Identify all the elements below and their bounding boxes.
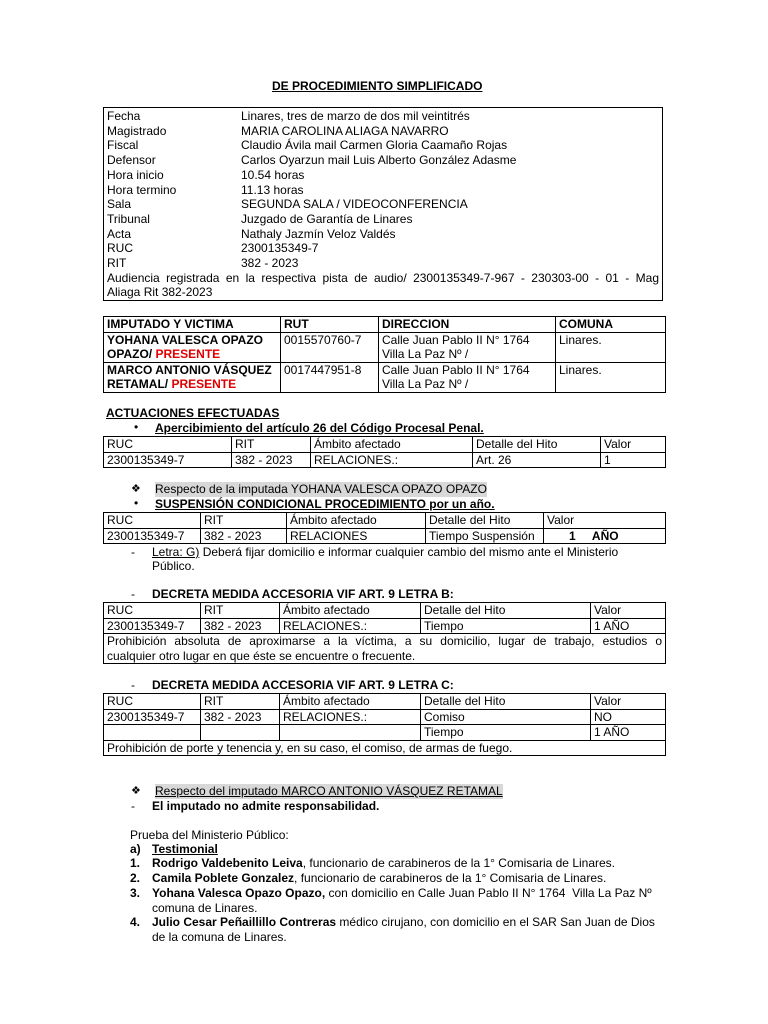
table-row [104, 709, 666, 725]
hito-table-4 [103, 693, 666, 756]
header-ruc: RUC [104, 513, 201, 529]
dash-bullet: - [131, 587, 135, 601]
cell-detalle: Tiempo Suspensión [426, 528, 544, 544]
header-rit: RIT [201, 694, 280, 710]
header-ruc: RUC [104, 437, 232, 453]
cell-valor: 1 AÑO [544, 528, 666, 544]
info-label: RIT [107, 256, 127, 270]
info-value: 382 - 2023 [241, 256, 299, 270]
header-rit: RIT [201, 513, 287, 529]
party-name: MARCO ANTONIO VÁSQUEZ RETAMAL/ PRESENTE [104, 362, 281, 392]
hito-table-3 [103, 602, 666, 664]
header-rut: RUT [281, 317, 379, 333]
list-item: Yohana Valesca Opazo Opazo, con domicilio en Calle Juan Pablo II N° 1764 Villa La Paz Nº [152, 886, 652, 900]
info-label: Magistrado [107, 123, 167, 138]
info-value: Carlos Oyarzun mail Luis Alberto González Adasme [241, 153, 517, 168]
table-row [104, 725, 666, 741]
list-item: Julio Cesar Peñaillillo Contreras médico cirujano, con domicilio en el SAR San Juan de Dios [152, 915, 655, 929]
hito-table-1 [103, 436, 666, 468]
medida-c-heading: DECRETA MEDIDA ACCESORIA VIF ART. 9 LETRA C: [152, 678, 454, 692]
party-comuna: Linares. [556, 332, 666, 362]
info-label: Defensor [107, 153, 156, 168]
cell-detalle: Comiso [421, 709, 591, 725]
header-comuna: COMUNA [556, 317, 666, 333]
header-rit: RIT [232, 437, 311, 453]
list-item-continuation: comuna de Linares. [152, 900, 258, 915]
list-item-continuation: de la comuna de Linares. [152, 929, 287, 944]
cell-ambito: RELACIONES.: [280, 618, 421, 634]
info-label: Acta [107, 226, 132, 241]
info-value: SEGUNDA SALA / VIDEOCONFERENCIA [241, 197, 468, 212]
header-ambito: Ámbito afectado [287, 513, 426, 529]
info-label: Fecha [107, 109, 141, 123]
info-label: Hora inicio [107, 167, 164, 182]
info-value: 2300135349-7 [241, 241, 319, 256]
bullet-icon: • [134, 496, 139, 510]
cell-ruc [104, 725, 201, 741]
table-row [104, 634, 666, 664]
table-row [104, 332, 666, 362]
cell-valor: 1 AÑO [591, 725, 666, 741]
parties-table [103, 316, 666, 393]
audio-record-line: Audiencia registrada en la respectiva pista de audio/ 2300135349-7-967 - 230303-00 - 01 - Mag [107, 270, 659, 285]
witness-number: 3. [130, 886, 141, 900]
table-header-row [104, 603, 666, 619]
info-value: Juzgado de Garantía de Linares [241, 211, 413, 226]
prueba-heading: Prueba del Ministerio Público: [130, 828, 289, 842]
cell-rit [201, 725, 280, 741]
header-detalle: Detalle del Hito [421, 603, 591, 619]
header-imputado: IMPUTADO Y VICTIMA [104, 317, 281, 333]
cell-ambito: RELACIONES [287, 528, 426, 544]
status-present: PRESENTE [171, 377, 237, 391]
bullet-icon: • [134, 420, 139, 434]
header-valor: Valor [544, 513, 666, 529]
cell-detalle: Tiempo [421, 725, 591, 741]
cell-rit: 382 - 2023 [201, 709, 280, 725]
page-title: DE PROCEDIMIENTO SIMPLIFICADO [272, 79, 483, 93]
cell-detalle: Art. 26 [473, 452, 601, 468]
testimonial-heading: Testimonial [152, 842, 218, 856]
bullet-apercibimiento: Apercibimiento del artículo 26 del Código Procesal Penal. [155, 421, 484, 435]
party-rut: 0017447951-8 [281, 362, 379, 392]
cell-rit: 382 - 2023 [201, 528, 287, 544]
party-address: Calle Juan Pablo II N° 1764 Villa La Paz Nº / [379, 332, 556, 362]
cell-ruc: 2300135349-7 [104, 709, 201, 725]
header-rit: RIT [201, 603, 280, 619]
no-admite-text: El imputado no admite responsabilidad. [152, 799, 380, 813]
info-value: Linares, tres de marzo de dos mil veintitrés [241, 109, 470, 123]
list-item: Camila Poblete Gonzalez, funcionario de carabineros de la 1° Comisaria de Linares. [152, 871, 607, 885]
info-label: Fiscal [107, 138, 139, 153]
letra-g-line2: Público. [152, 559, 195, 573]
table-row [104, 452, 666, 468]
party-name: YOHANA VALESCA OPAZO OPAZO/ PRESENTE [104, 332, 281, 362]
cell-ambito: RELACIONES.: [311, 452, 473, 468]
audio-record-line2: Aliaga Rit 382-2023 [107, 285, 213, 300]
info-value: Claudio Ávila mail Carmen Gloria Caamaño Rojas [241, 138, 508, 153]
table-header-row [104, 694, 666, 710]
cell-rit: 382 - 2023 [201, 618, 280, 634]
testimonial-label: a) [130, 842, 141, 856]
diamond-bullet-icon: ❖ [131, 483, 141, 495]
witness-number: 4. [130, 915, 141, 929]
info-value: Nathaly Jazmín Veloz Valdés [241, 226, 396, 241]
list-item: Rodrigo Valdebenito Leiva, funcionario de carabineros de la 1° Comisaria de Linares. [152, 856, 616, 870]
party-rut: 0015570760-7 [281, 332, 379, 362]
party-comuna: Linares. [556, 362, 666, 392]
table-header-row [104, 317, 666, 333]
respecto-imputada-1: Respecto de la imputada YOHANA VALESCA OPAZO OPAZO [155, 482, 487, 496]
diamond-bullet-icon: ❖ [131, 785, 141, 797]
medida-b-heading: DECRETA MEDIDA ACCESORIA VIF ART. 9 LETRA B: [152, 587, 454, 601]
cell-detalle: Tiempo [421, 618, 591, 634]
header-valor: Valor [591, 603, 666, 619]
party-address: Calle Juan Pablo II N° 1764 Villa La Paz Nº / [379, 362, 556, 392]
info-value: MARIA CAROLINA ALIAGA NAVARRO [241, 123, 449, 138]
cell-ruc: 2300135349-7 [104, 618, 201, 634]
header-ruc: RUC [104, 603, 201, 619]
cell-ruc: 2300135349-7 [104, 452, 232, 468]
table-row [104, 362, 666, 392]
witness-number: 2. [130, 871, 141, 885]
cell-rit: 382 - 2023 [232, 452, 311, 468]
table-row [104, 528, 666, 544]
info-label: Hora termino [107, 182, 177, 197]
dash-bullet: - [131, 799, 135, 813]
header-detalle: Detalle del Hito [421, 694, 591, 710]
info-label: Tribunal [107, 211, 150, 226]
prohibition-note: Prohibición de porte y tenencia y, en su caso, el comiso, de armas de fuego. [104, 740, 666, 756]
header-ambito: Ámbito afectado [280, 603, 421, 619]
cell-valor: NO [591, 709, 666, 725]
info-label: Sala [107, 197, 132, 212]
prohibition-note: Prohibición absoluta de aproximarse a la víctima, a su domicilio, lugar de trabajo, estudios o cualquier otro lugar en que éste se encuentre o frecuente. [104, 634, 666, 664]
header-detalle: Detalle del Hito [426, 513, 544, 529]
table-row [104, 740, 666, 756]
cell-valor: 1 [601, 452, 666, 468]
header-ambito: Ámbito afectado [311, 437, 473, 453]
header-ruc: RUC [104, 694, 201, 710]
bullet-suspension: SUSPENSIÓN CONDICIONAL PROCEDIMIENTO por un año. [155, 497, 495, 511]
header-detalle: Detalle del Hito [473, 437, 601, 453]
cell-valor: 1 AÑO [591, 618, 666, 634]
cell-ambito [280, 725, 421, 741]
table-row [104, 618, 666, 634]
dash-bullet: - [131, 545, 135, 559]
header-ambito: Ámbito afectado [280, 694, 421, 710]
info-label: RUC [107, 241, 133, 256]
dash-bullet: - [131, 678, 135, 692]
info-value: 11.13 horas [241, 182, 304, 197]
hearing-info-box [103, 107, 663, 301]
witness-number: 1. [130, 856, 141, 870]
cell-ruc: 2300135349-7 [104, 528, 201, 544]
cell-ambito: RELACIONES.: [280, 709, 421, 725]
info-value: 10.54 horas [241, 167, 305, 182]
table-header-row [104, 437, 666, 453]
letra-g-line: Letra: G) Deberá fijar domicilio e informar cualquier cambio del mismo ante el Ministerio [152, 545, 619, 559]
header-valor: Valor [591, 694, 666, 710]
status-present: PRESENTE [155, 347, 221, 361]
hito-table-2 [103, 512, 666, 544]
respecto-imputado-2: Respecto del imputado MARCO ANTONIO VÁSQUEZ RETAMAL [155, 784, 503, 798]
actuaciones-heading: ACTUACIONES EFECTUADAS [106, 406, 280, 420]
header-direccion: DIRECCION [379, 317, 556, 333]
header-valor: Valor [601, 437, 666, 453]
table-header-row [104, 513, 666, 529]
